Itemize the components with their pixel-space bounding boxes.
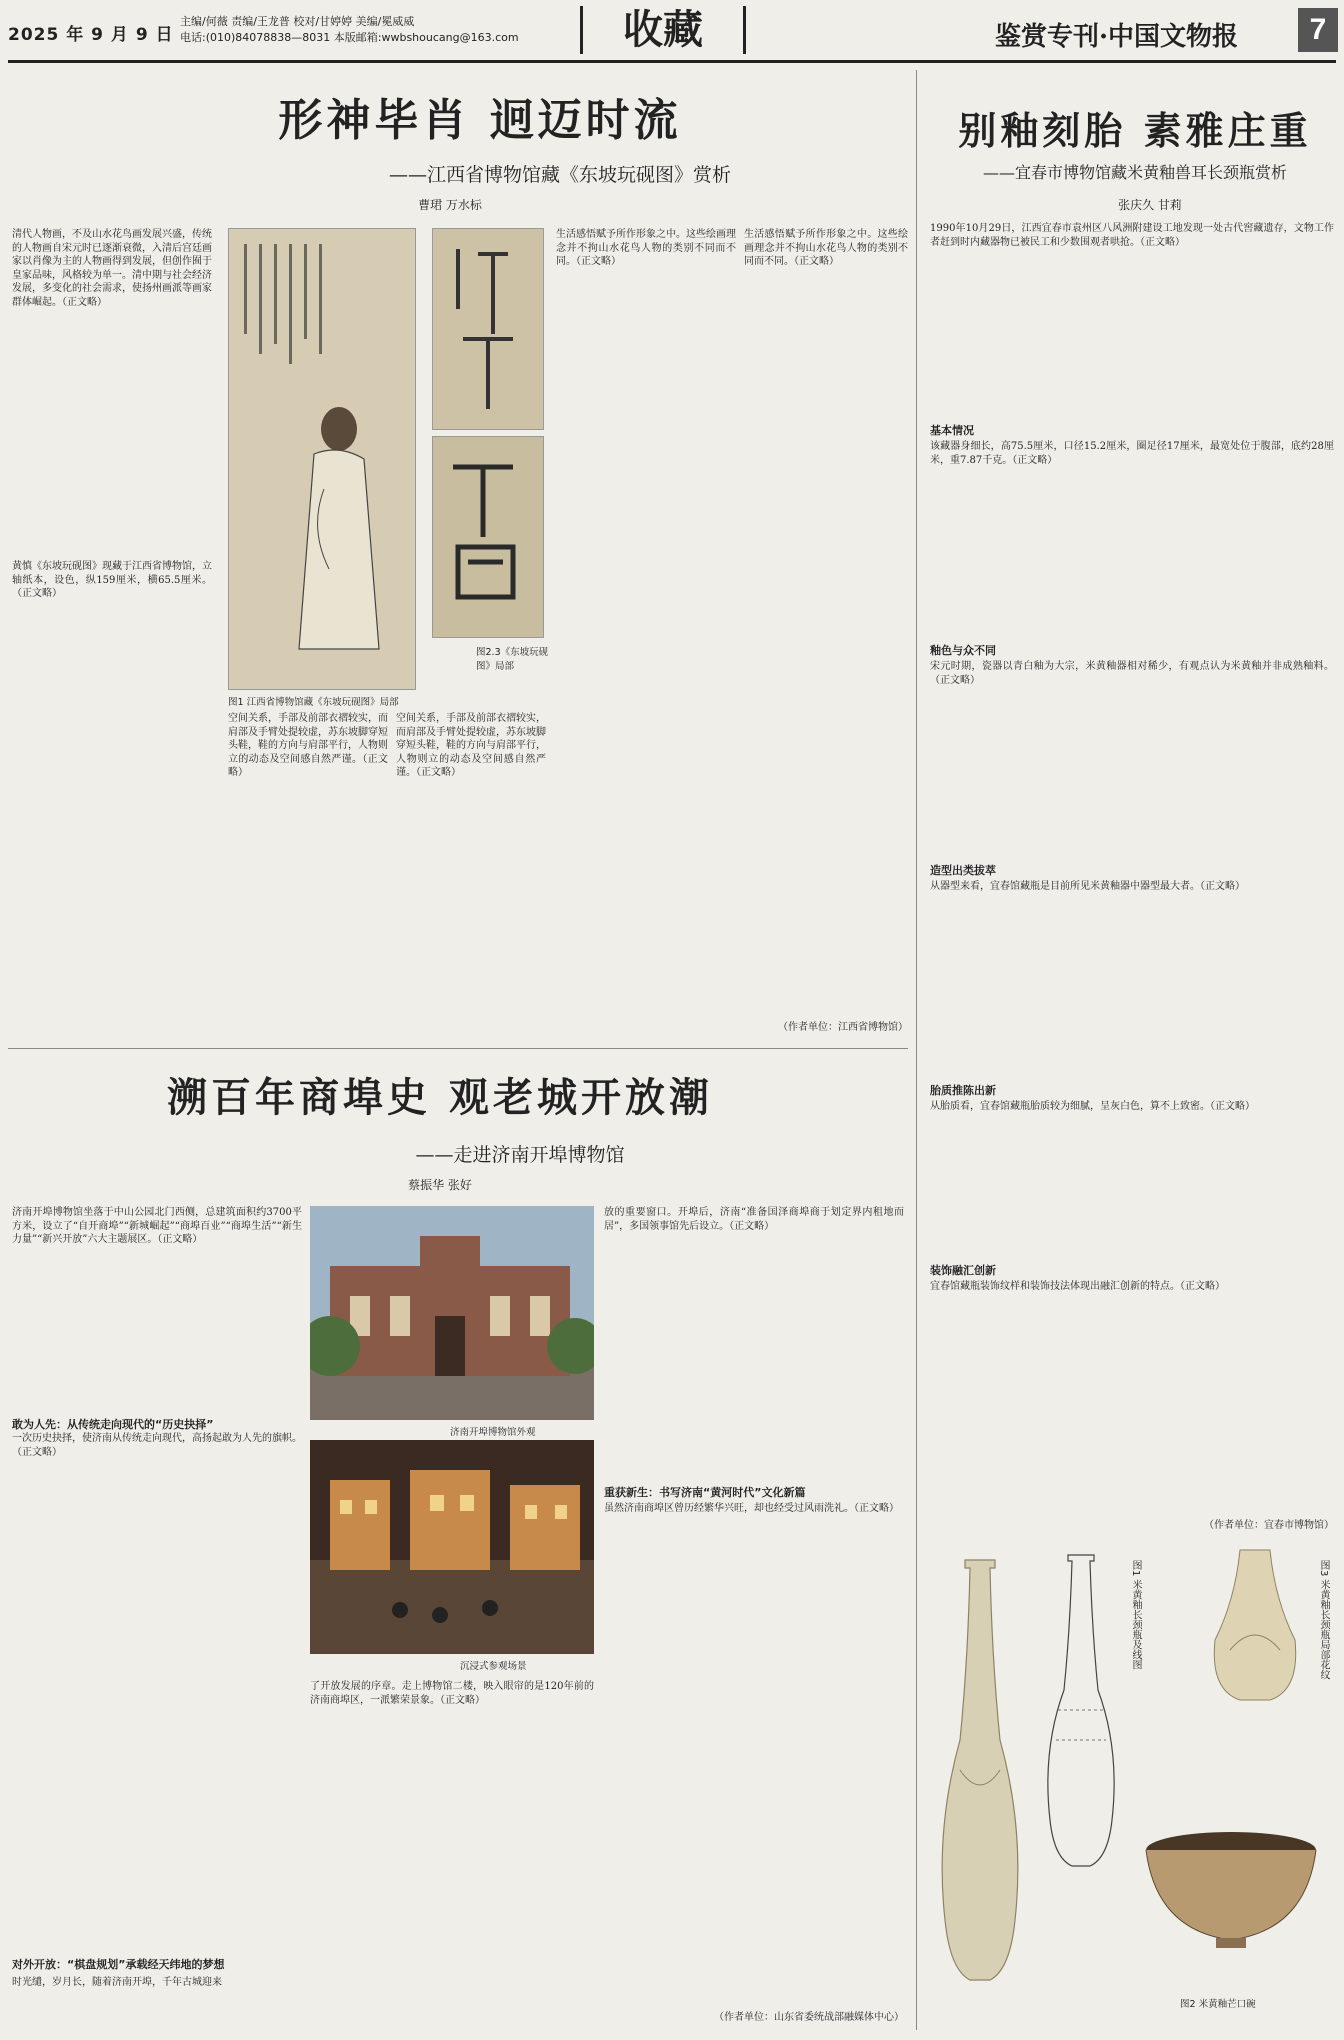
special-title: 鉴赏专刊·中国文物报	[995, 22, 1239, 52]
article2-col3-text2: 虽然济南商埠区曾历经繁华兴旺，却也经受过风雨洗礼。（正文略）	[604, 1503, 899, 1514]
article1-col3b: 空间关系，手部及前部衣褶较实，而肩部及手臂处提较虚，苏东坡脚穿短头鞋，鞋的方向与肩部平行，人物则立的动态及空间感自然严谨。（正文略）	[396, 713, 546, 778]
section-title: 收藏	[580, 6, 746, 54]
vase-icon	[930, 1540, 1030, 2010]
article1-col4: 生活感悟赋予所作形象之中。这些绘画理念并不拘山水花鸟人物的类别不同而不同。（正文略）	[556, 229, 736, 267]
article1-subtitle: ——江西省博物馆藏《东坡玩砚图》赏析	[388, 164, 731, 186]
seal-icon	[433, 437, 543, 637]
street-scene-icon	[310, 1440, 594, 1654]
article1-title: 形神毕肖 迥迈时流	[278, 95, 682, 146]
article3-section-1: 基本情况	[930, 424, 974, 437]
article2-col1-rest: 一次历史抉择，使济南从传统走向现代，高扬起敢为人先的旗帜。（正文略）	[12, 1433, 302, 1458]
article1-col5: 生活感悟赋予所作形象之中。这些绘画理念并不拘山水花鸟人物的类别不同而不同。（正文略）	[744, 229, 908, 267]
article2-col3-text1: 放的重要窗口。开埠后，济南“准备国泽商埠商于划定界内租地而居”，多国领事馆先后设立。（正文略）	[604, 1207, 904, 1232]
exterior-photo-caption: 济南开埠博物馆外观	[450, 1427, 536, 1438]
page-number: 7	[1298, 8, 1338, 52]
main-divider	[916, 70, 917, 2030]
fragment-caption: 图3 米黄釉长颈瓶局部花纹	[1318, 1560, 1329, 1680]
article3-text-5: 宜春馆藏瓶装饰纹样和装饰技法体现出融汇创新的特点。（正文略）	[930, 1281, 1225, 1292]
article3-intro: 1990年10月29日，江西宜春市袁州区八风洲附建设工地发现一处古代窖藏遗存，文物工作者赶到时内藏器物已被民工和少数围观者哄抢。（正文略）	[930, 223, 1334, 248]
article3-section-4: 胎质推陈出新	[930, 1084, 996, 1097]
issue-date: 2025 年 9 月 9 日	[8, 25, 174, 45]
vase-detail-photo	[1200, 1540, 1310, 1710]
bowl-icon	[1136, 1820, 1326, 1970]
editor-info	[180, 14, 519, 46]
article1-col1: 清代人物画，不及山水花鸟画发展兴盛，传统的人物画自宋元时已逐渐衰微，入清后宫廷画家以肖像为主的人物画得到发展，但创作囿于皇家品味，风格较为单一。清中期与社会经济发展，多变化的社会需求，使扬州画派等画家群体崛起。（正文略）	[12, 229, 212, 308]
vase-photo	[930, 1540, 1030, 2010]
figure-1-caption: 图1 江西省博物馆藏《东坡玩砚图》局部	[228, 697, 399, 708]
article2-subtitle: ——走进济南开埠博物馆	[415, 1144, 625, 1166]
editor-line-2: 电话:(010)84078838—8031 本版邮箱:wwbshoucang@163.com	[180, 31, 519, 44]
article1-col1b: 黄慎《东坡玩砚图》现藏于江西省博物馆，立轴纸本，设色，纵159厘米，横65.5厘米。（正文略）	[12, 561, 212, 599]
article2-title: 溯百年商埠史 观老城开放潮	[167, 1074, 713, 1121]
calligraphy-icon	[433, 229, 543, 429]
figure-1	[228, 228, 416, 690]
article2-section-2: 对外开放：“棋盘规划”承载经天纬地的梦想	[12, 1958, 225, 1971]
header-rule	[8, 60, 1336, 63]
article2-signature: （作者单位：山东省委统战部融媒体中心）	[714, 2012, 904, 2023]
article1-col3: 空间关系，手部及前部衣褶较实，而肩部及手臂处提较虚，苏东坡脚穿短头鞋，鞋的方向与肩部平行，人物则立的动态及空间感自然严谨。（正文略）	[228, 713, 388, 778]
bowl-photo	[1136, 1820, 1326, 1970]
editor-line-1: 主编/何薇 责编/王龙普 校对/甘婷婷 美编/冕威威	[180, 15, 415, 28]
vase-fragment-icon	[1200, 1540, 1310, 1710]
figure-2-caption: 图2.3《东坡玩砚图》局部	[476, 647, 549, 672]
article3-byline: 张庆久 甘莉	[1118, 198, 1182, 212]
article3-signature: （作者单位：宜春市博物馆）	[1204, 1520, 1334, 1531]
article3-section-2: 釉色与众不同	[930, 644, 996, 657]
article3-section-5: 装饰融汇创新	[930, 1264, 996, 1277]
article2-section-1: 敢为人先：从传统走向现代的“历史抉择”	[12, 1418, 214, 1431]
painting-figure-icon	[229, 229, 415, 689]
figure-3	[432, 436, 544, 638]
article2-intro: 济南开埠博物馆坐落于中山公园北门西侧，总建筑面积约3700平方米，设立了“自开商埠”“新城崛起”“商埠百业”“商埠生活”“新生力量”“新兴开放”六大主题展区。（正文略）	[12, 1207, 302, 1245]
building-icon	[310, 1206, 594, 1420]
museum-exterior-photo	[310, 1206, 594, 1420]
article3-subtitle: ——宜春市博物馆藏米黄釉兽耳长颈瓶赏析	[982, 163, 1287, 182]
article1-signature: （作者单位：江西省博物馆）	[778, 1022, 908, 1033]
bowl-caption: 图2 米黄釉芒口碗	[1180, 1999, 1256, 2010]
article3-section-3: 造型出类拔萃	[930, 864, 996, 877]
article3-text-4: 从胎质看，宜春馆藏瓶胎质较为细腻，呈灰白色，算不上致密。（正文略）	[930, 1101, 1255, 1112]
article2-col1-tail: 时光缱，岁月长，随着济南开埠，千年古城迎来	[12, 1977, 222, 1988]
exhibit-scene-photo	[310, 1440, 594, 1654]
figure-2	[432, 228, 544, 430]
vase-outline-icon	[1036, 1540, 1126, 1880]
vase-line-drawing	[1036, 1540, 1126, 1880]
article3-text-2: 宋元时期，瓷器以青白釉为大宗，米黄釉器相对稀少，有观点认为米黄釉并非成熟釉料。（正文略）	[930, 661, 1334, 686]
article3-title: 别釉刻胎 素雅庄重	[958, 108, 1312, 153]
scene-photo-caption: 沉浸式参观场景	[460, 1661, 527, 1672]
article2-section-3: 重获新生：书写济南“黄河时代”文化新篇	[604, 1486, 806, 1499]
article2-col2-text: 了开放发展的序章。走上博物馆二楼，映入眼帘的是120年前的济南商埠区，一派繁荣景象。（正文略）	[310, 1681, 594, 1706]
article1-byline: 曹珺 万水标	[418, 198, 482, 212]
vase-caption: 图1 米黄釉长颈瓶及线图	[1130, 1560, 1141, 1670]
article2-byline: 蔡振华 张好	[408, 1178, 472, 1192]
article3-text-1: 该藏器身细长，高75.5厘米，口径15.2厘米，圈足径17厘米，最宽处位于腹部，底约28厘米，重7.87千克。（正文略）	[930, 441, 1334, 466]
article3-text-3: 从器型来看，宜春馆藏瓶是目前所见米黄釉器中器型最大者。（正文略）	[930, 881, 1245, 892]
article-divider	[8, 1048, 908, 1049]
